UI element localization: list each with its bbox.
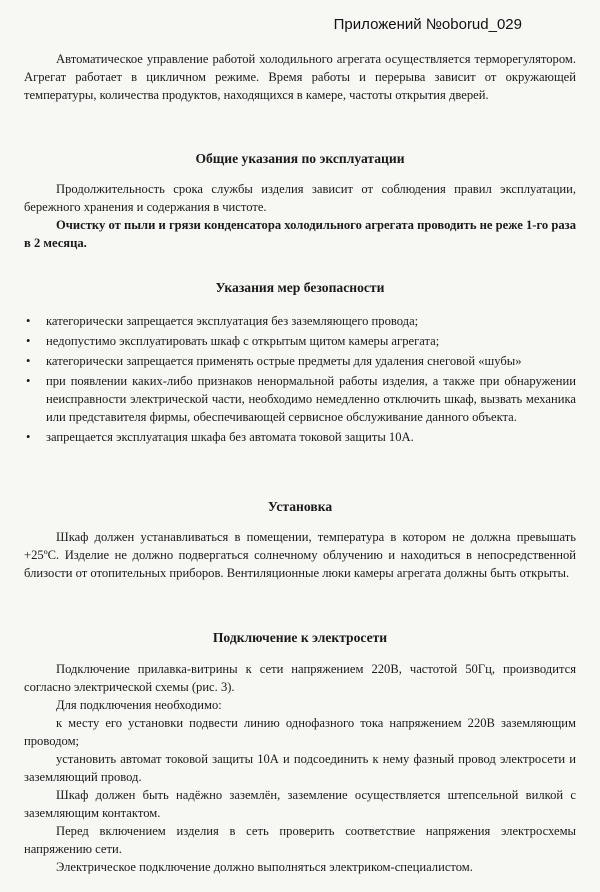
power-paragraph-7: Электрическое подключение должно выполняться электриком-специалистом. <box>56 860 473 874</box>
safety-list-item <box>24 372 576 426</box>
safety-section-title: Указания мер безопасности <box>215 280 385 295</box>
safety-list-item <box>24 332 576 350</box>
power-paragraph-2: Для подключения необходимо: <box>56 698 222 712</box>
appendix-header: Приложений №oborud_029 <box>333 16 522 33</box>
safety-item-text: недопустимо эксплуатировать шкаф с открытым щитом камеры агрегата; <box>46 334 440 348</box>
safety-item-text: запрещается эксплуатация шкафа без автомата токовой защиты 10А. <box>46 430 414 444</box>
safety-list-item <box>24 352 576 370</box>
safety-list <box>24 312 576 448</box>
safety-item-text: при появлении каких-либо признаков ненормальной работы изделия, а также при обнаружении неисправности электрической части, необходимо немедленно отключить шкаф, вызвать механика или представителя фирмы, обеспечивающей сервисное обслуживание данного объекта. <box>46 374 576 424</box>
general-paragraph-1: Продолжительность срока службы изделия зависит от соблюдения правил эксплуатации, бережного хранения и содержания в чистоте. <box>24 182 576 214</box>
power-paragraph-3: к месту его установки подвести линию однофазного тока напряжением 220В заземляющим проводом; <box>24 716 576 748</box>
safety-list-item <box>24 428 576 446</box>
power-paragraph-1: Подключение прилавка-витрины к сети напряжением 220В, частотой 50Гц, производится согласно электрической схемы (рис. 3). <box>24 662 576 694</box>
install-section-title: Установка <box>267 499 333 514</box>
safety-item-text: категорически запрещается применять острые предметы для удаления снеговой «шубы» <box>46 354 522 368</box>
intro-paragraph: Автоматическое управление работой холодильного агрегата осуществляется терморегулятором. Агрегат работает в цикличном режиме. Время работы и перерыва зависит от окружающей температуры, количества продуктов, находящихся в камере, частоты открытия дверей. <box>24 52 576 102</box>
bullet-icon: • <box>26 354 31 368</box>
general-section-title: Общие указания по эксплуатации <box>195 151 405 166</box>
power-paragraph-5: Шкаф должен быть надёжно заземлён, заземление осуществляется штепсельной вилкой с заземляющим контактом. <box>24 788 576 820</box>
bullet-icon: • <box>26 314 31 328</box>
install-paragraph: Шкаф должен устанавливаться в помещении, температура в котором не должна превышать +25ºС. Изделие не должно подвергаться солнечному облучению и находиться в непосредственной близости от отопительных приборов. Вентиляционные люки камеры агрегата должны быть открыты. <box>24 530 576 580</box>
safety-item-text: категорически запрещается эксплуатация без заземляющего провода; <box>46 314 419 328</box>
bullet-icon: • <box>26 430 31 444</box>
power-section-body <box>24 660 576 876</box>
power-paragraph-6: Перед включением изделия в сеть проверить соответствие напряжения электросхемы напряжению сети. <box>24 824 576 856</box>
safety-list-item <box>24 312 576 330</box>
power-section-title: Подключение к электросети <box>212 630 388 645</box>
power-paragraph-4: установить автомат токовой защиты 10А и подсоединить к нему фазный провод электросети и заземляющий провод. <box>24 752 576 784</box>
bullet-icon: • <box>26 334 31 348</box>
general-paragraph-2: Очистку от пыли и грязи конденсатора холодильного агрегата проводить не реже 1-го раза в 2 месяца. <box>24 218 576 250</box>
bullet-icon: • <box>26 374 31 388</box>
